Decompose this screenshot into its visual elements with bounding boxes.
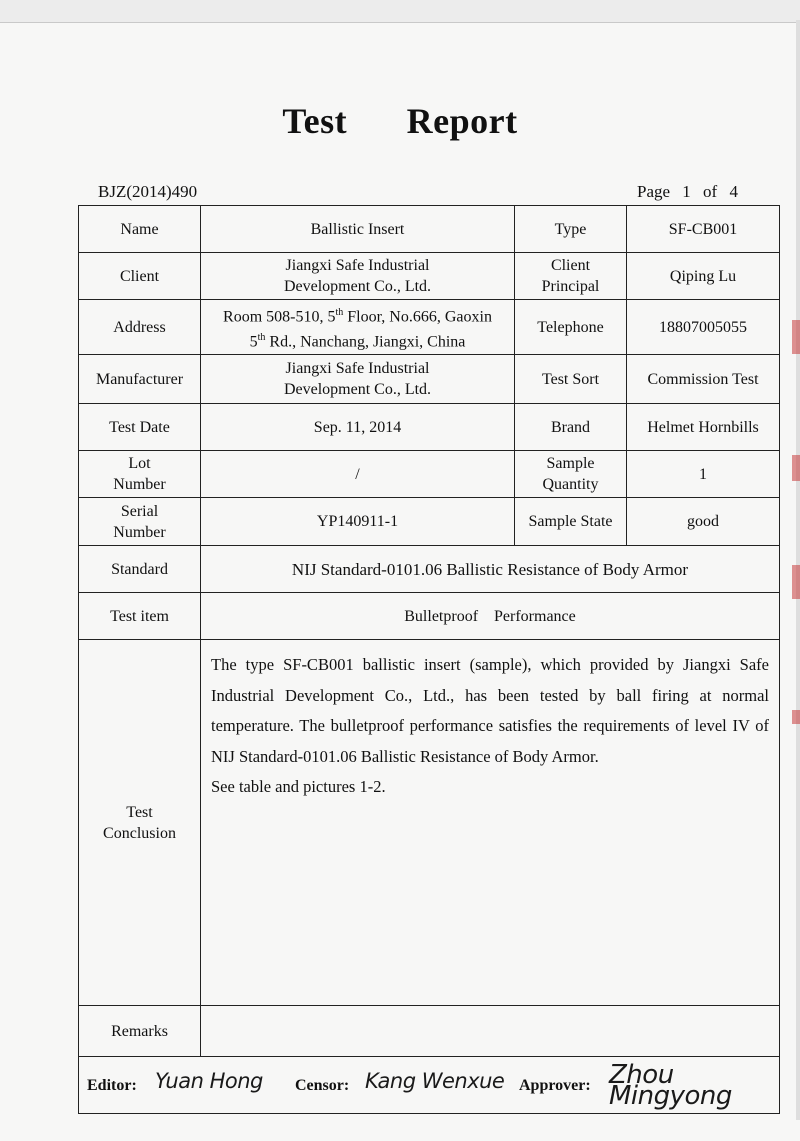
sample-state-label: Sample State	[515, 498, 627, 546]
censor-label: Censor:	[295, 1077, 350, 1094]
manufacturer-value: Jiangxi Safe Industrial Development Co., Ltd.	[201, 355, 515, 404]
serial-number-label: Serial Number	[79, 498, 201, 546]
table-row	[79, 1006, 780, 1057]
table-row	[79, 498, 780, 546]
title-word-report: Report	[406, 101, 518, 141]
document-number: BJZ(2014)490	[98, 182, 198, 201]
table-row	[79, 640, 780, 1006]
conclusion-value	[201, 640, 780, 1006]
brand-value: Helmet Hornbills	[627, 404, 780, 451]
name-value: Ballistic Insert	[201, 206, 515, 253]
brand-label: Brand	[515, 404, 627, 451]
stamp-edge-mark	[792, 320, 800, 354]
approver-label: Approver:	[519, 1077, 591, 1094]
remarks-value	[201, 1006, 780, 1057]
lot-number-label: Lot Number	[79, 451, 201, 498]
table-row	[79, 300, 780, 355]
client-label: Client	[79, 253, 201, 300]
table-row	[79, 355, 780, 404]
report-table	[78, 205, 780, 1114]
stamp-edge-mark	[792, 710, 800, 724]
sample-quantity-label: Sample Quantity	[515, 451, 627, 498]
remarks-label: Remarks	[79, 1006, 201, 1057]
lot-number-value: /	[201, 451, 515, 498]
sample-quantity-value: 1	[627, 451, 780, 498]
table-row	[79, 404, 780, 451]
conclusion-label: Test Conclusion	[79, 640, 201, 1006]
address-label: Address	[79, 300, 201, 355]
test-item-value: Bulletproof Performance	[201, 593, 780, 640]
table-row	[79, 451, 780, 498]
standard-label: Standard	[79, 546, 201, 593]
table-row	[79, 253, 780, 300]
censor-signature: Kang Wenxue	[365, 1069, 505, 1093]
test-sort-value: Commission Test	[627, 355, 780, 404]
test-sort-label: Test Sort	[515, 355, 627, 404]
signature-row	[79, 1057, 780, 1114]
editor-signature: Yuan Hong	[155, 1069, 263, 1093]
client-value: Jiangxi Safe Industrial Development Co., Ltd.	[201, 253, 515, 300]
table-row	[79, 593, 780, 640]
client-principal-value: Qiping Lu	[627, 253, 780, 300]
approver-signature: Zhou Mingyong	[609, 1060, 732, 1111]
page-title	[0, 100, 800, 142]
telephone-label: Telephone	[515, 300, 627, 355]
type-value: SF-CB001	[627, 206, 780, 253]
name-label: Name	[79, 206, 201, 253]
editor-label: Editor:	[87, 1077, 137, 1094]
manufacturer-label: Manufacturer	[79, 355, 201, 404]
test-date-label: Test Date	[79, 404, 201, 451]
table-row	[79, 546, 780, 593]
stamp-edge-mark	[792, 455, 800, 481]
stamp-edge-mark	[792, 565, 800, 599]
test-date-value: Sep. 11, 2014	[201, 404, 515, 451]
conclusion-note: See table and pictures 1-2.	[211, 777, 386, 796]
test-item-label: Test item	[79, 593, 201, 640]
serial-number-value: YP140911-1	[201, 498, 515, 546]
standard-value: NIJ Standard-0101.06 Ballistic Resistance of Body Armor	[201, 546, 780, 593]
page-top-edge	[0, 0, 800, 23]
table-row	[79, 206, 780, 253]
type-label: Type	[515, 206, 627, 253]
address-value: Room 508-510, 5th Floor, No.666, Gaoxin 5th Rd., Nanchang, Jiangxi, China	[201, 300, 515, 355]
page-indicator: Page 1 of 4	[637, 182, 738, 201]
conclusion-text: The type SF-CB001 ballistic insert (sample), which provided by Jiangxi Safe Industrial Development Co., Ltd., has been tested by ball firing at normal temperature. The bulletproof performance satisfies the requirements of level IV of NIJ Standard-0101.06 Ballistic Resistance of Body Armor.	[211, 655, 769, 766]
title-word-test: Test	[282, 101, 348, 141]
client-principal-label: Client Principal	[515, 253, 627, 300]
sample-state-value: good	[627, 498, 780, 546]
telephone-value: 18807005055	[627, 300, 780, 355]
